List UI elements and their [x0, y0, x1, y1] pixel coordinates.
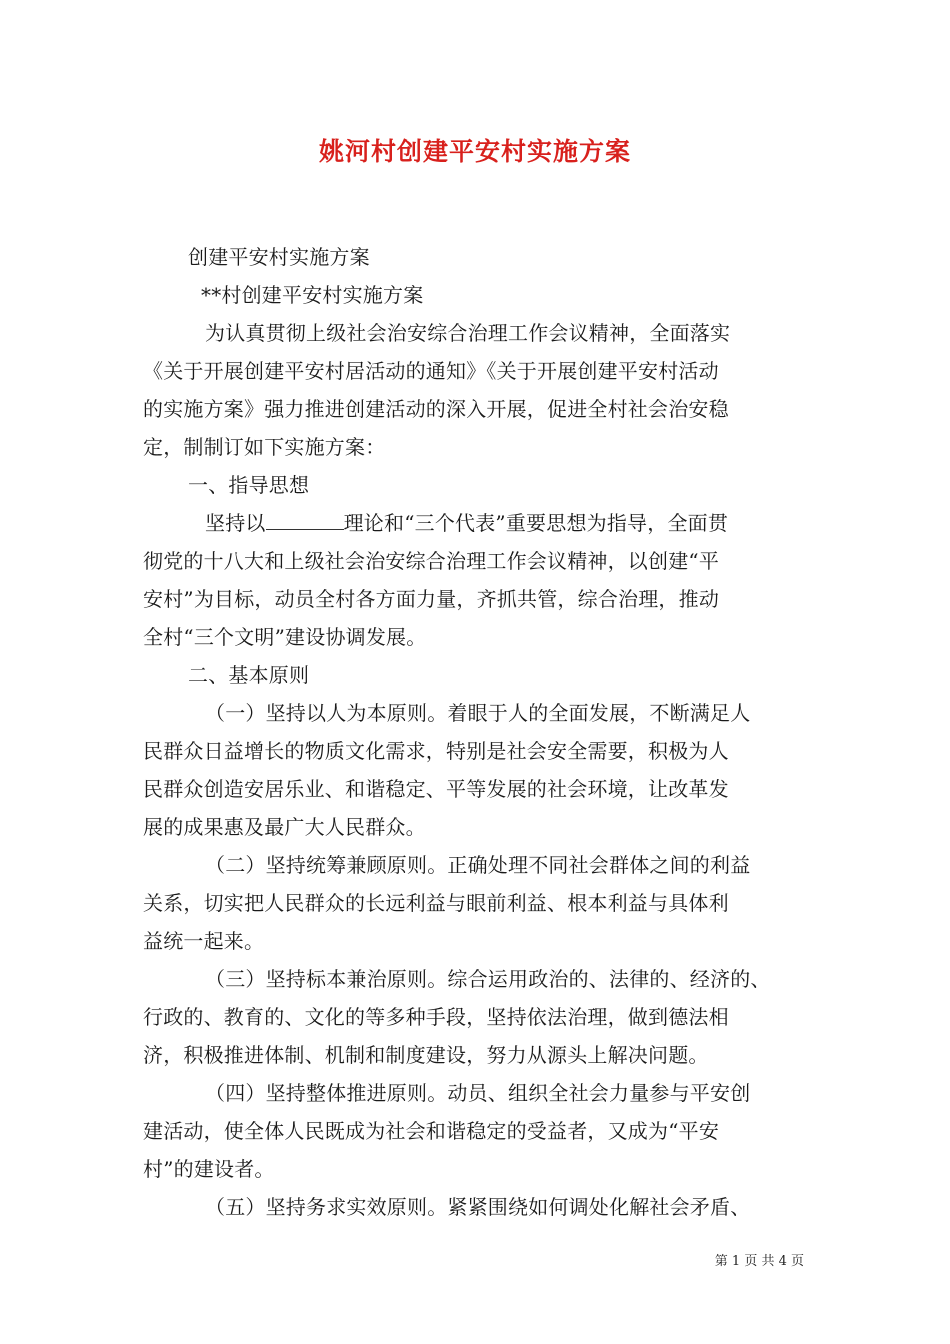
paragraph-principle-1 [143, 694, 815, 846]
text-line: 全村“三个文明”建设协调发展。 [143, 625, 427, 649]
document-body [143, 238, 815, 1226]
section-heading: 二、基本原则 [188, 663, 310, 687]
paragraph-intro [143, 314, 815, 466]
blank-underline [266, 511, 344, 530]
text-line: 济，积极推进体制、机制和制度建设，努力从源头上解决问题。 [143, 1043, 709, 1067]
text-line: （二）坚持统筹兼顾原则。正确处理不同社会群体之间的利益 [205, 853, 751, 877]
text-line: 民群众创造安居乐业、和谐稳定、平等发展的社会环境，让改革发 [143, 777, 729, 801]
paragraph-guide [143, 504, 815, 656]
paragraph-principle-2 [143, 846, 815, 960]
text-line: 民群众日益增长的物质文化需求，特别是社会安全需要，积极为人 [143, 739, 729, 763]
page-number: 第 1 页 共 4 页 [714, 1254, 804, 1269]
paragraph-principle-5 [143, 1188, 815, 1226]
paragraph-principle-4 [143, 1074, 815, 1188]
text-line: 关系，切实把人民群众的长远利益与眼前利益、根本利益与具体利 [143, 891, 729, 915]
paragraph-principle-3 [143, 960, 815, 1074]
text-line: 安村”为目标，动员全村各方面力量，齐抓共管，综合治理，推动 [143, 587, 720, 611]
text-line: 村”的建设者。 [143, 1157, 275, 1181]
text-line [143, 504, 815, 542]
text-line: 为认真贯彻上级社会治安综合治理工作会议精神，全面落实 [205, 321, 731, 345]
text-line: 益统一起来。 [143, 929, 265, 953]
subtitle: 创建平安村实施方案 [188, 245, 370, 269]
text-fragment: 理论和“三个代表”重要思想为指导，全面贯 [343, 511, 729, 535]
section-heading: 一、指导思想 [188, 473, 310, 497]
text-line: （四）坚持整体推进原则。动员、组织全社会力量参与平安创 [205, 1081, 751, 1105]
text-line: 的实施方案》强力推进创建活动的深入开展，促进全村社会治安稳 [143, 397, 729, 421]
text-line: 《关于开展创建平安村居活动的通知》《关于开展创建平安村活动 [143, 359, 719, 383]
text-line: （一）坚持以人为本原则。着眼于人的全面发展，不断满足人 [205, 701, 751, 725]
text-line: （五）坚持务求实效原则。紧紧围绕如何调处化解社会矛盾、 [205, 1195, 751, 1219]
text-line: 行政的、教育的、文化的等多种手段，坚持依法治理，做到德法相 [143, 1005, 729, 1029]
text-line: 彻党的十八大和上级社会治安综合治理工作会议精神，以创建“平 [143, 549, 720, 573]
text-line: 建活动，使全体人民既成为社会和谐稳定的受益者，又成为“平安 [143, 1119, 720, 1143]
text-fragment: 坚持以 [205, 511, 266, 535]
subtitle: **村创建平安村实施方案 [201, 283, 424, 307]
text-line: 定，制制订如下实施方案： [143, 435, 386, 459]
page-title: 姚河村创建平安村实施方案 [318, 137, 631, 166]
text-line: （三）坚持标本兼治原则。综合运用政治的、法律的、经济的、 [205, 967, 771, 991]
text-line: 展的成果惠及最广大人民群众。 [143, 815, 426, 839]
